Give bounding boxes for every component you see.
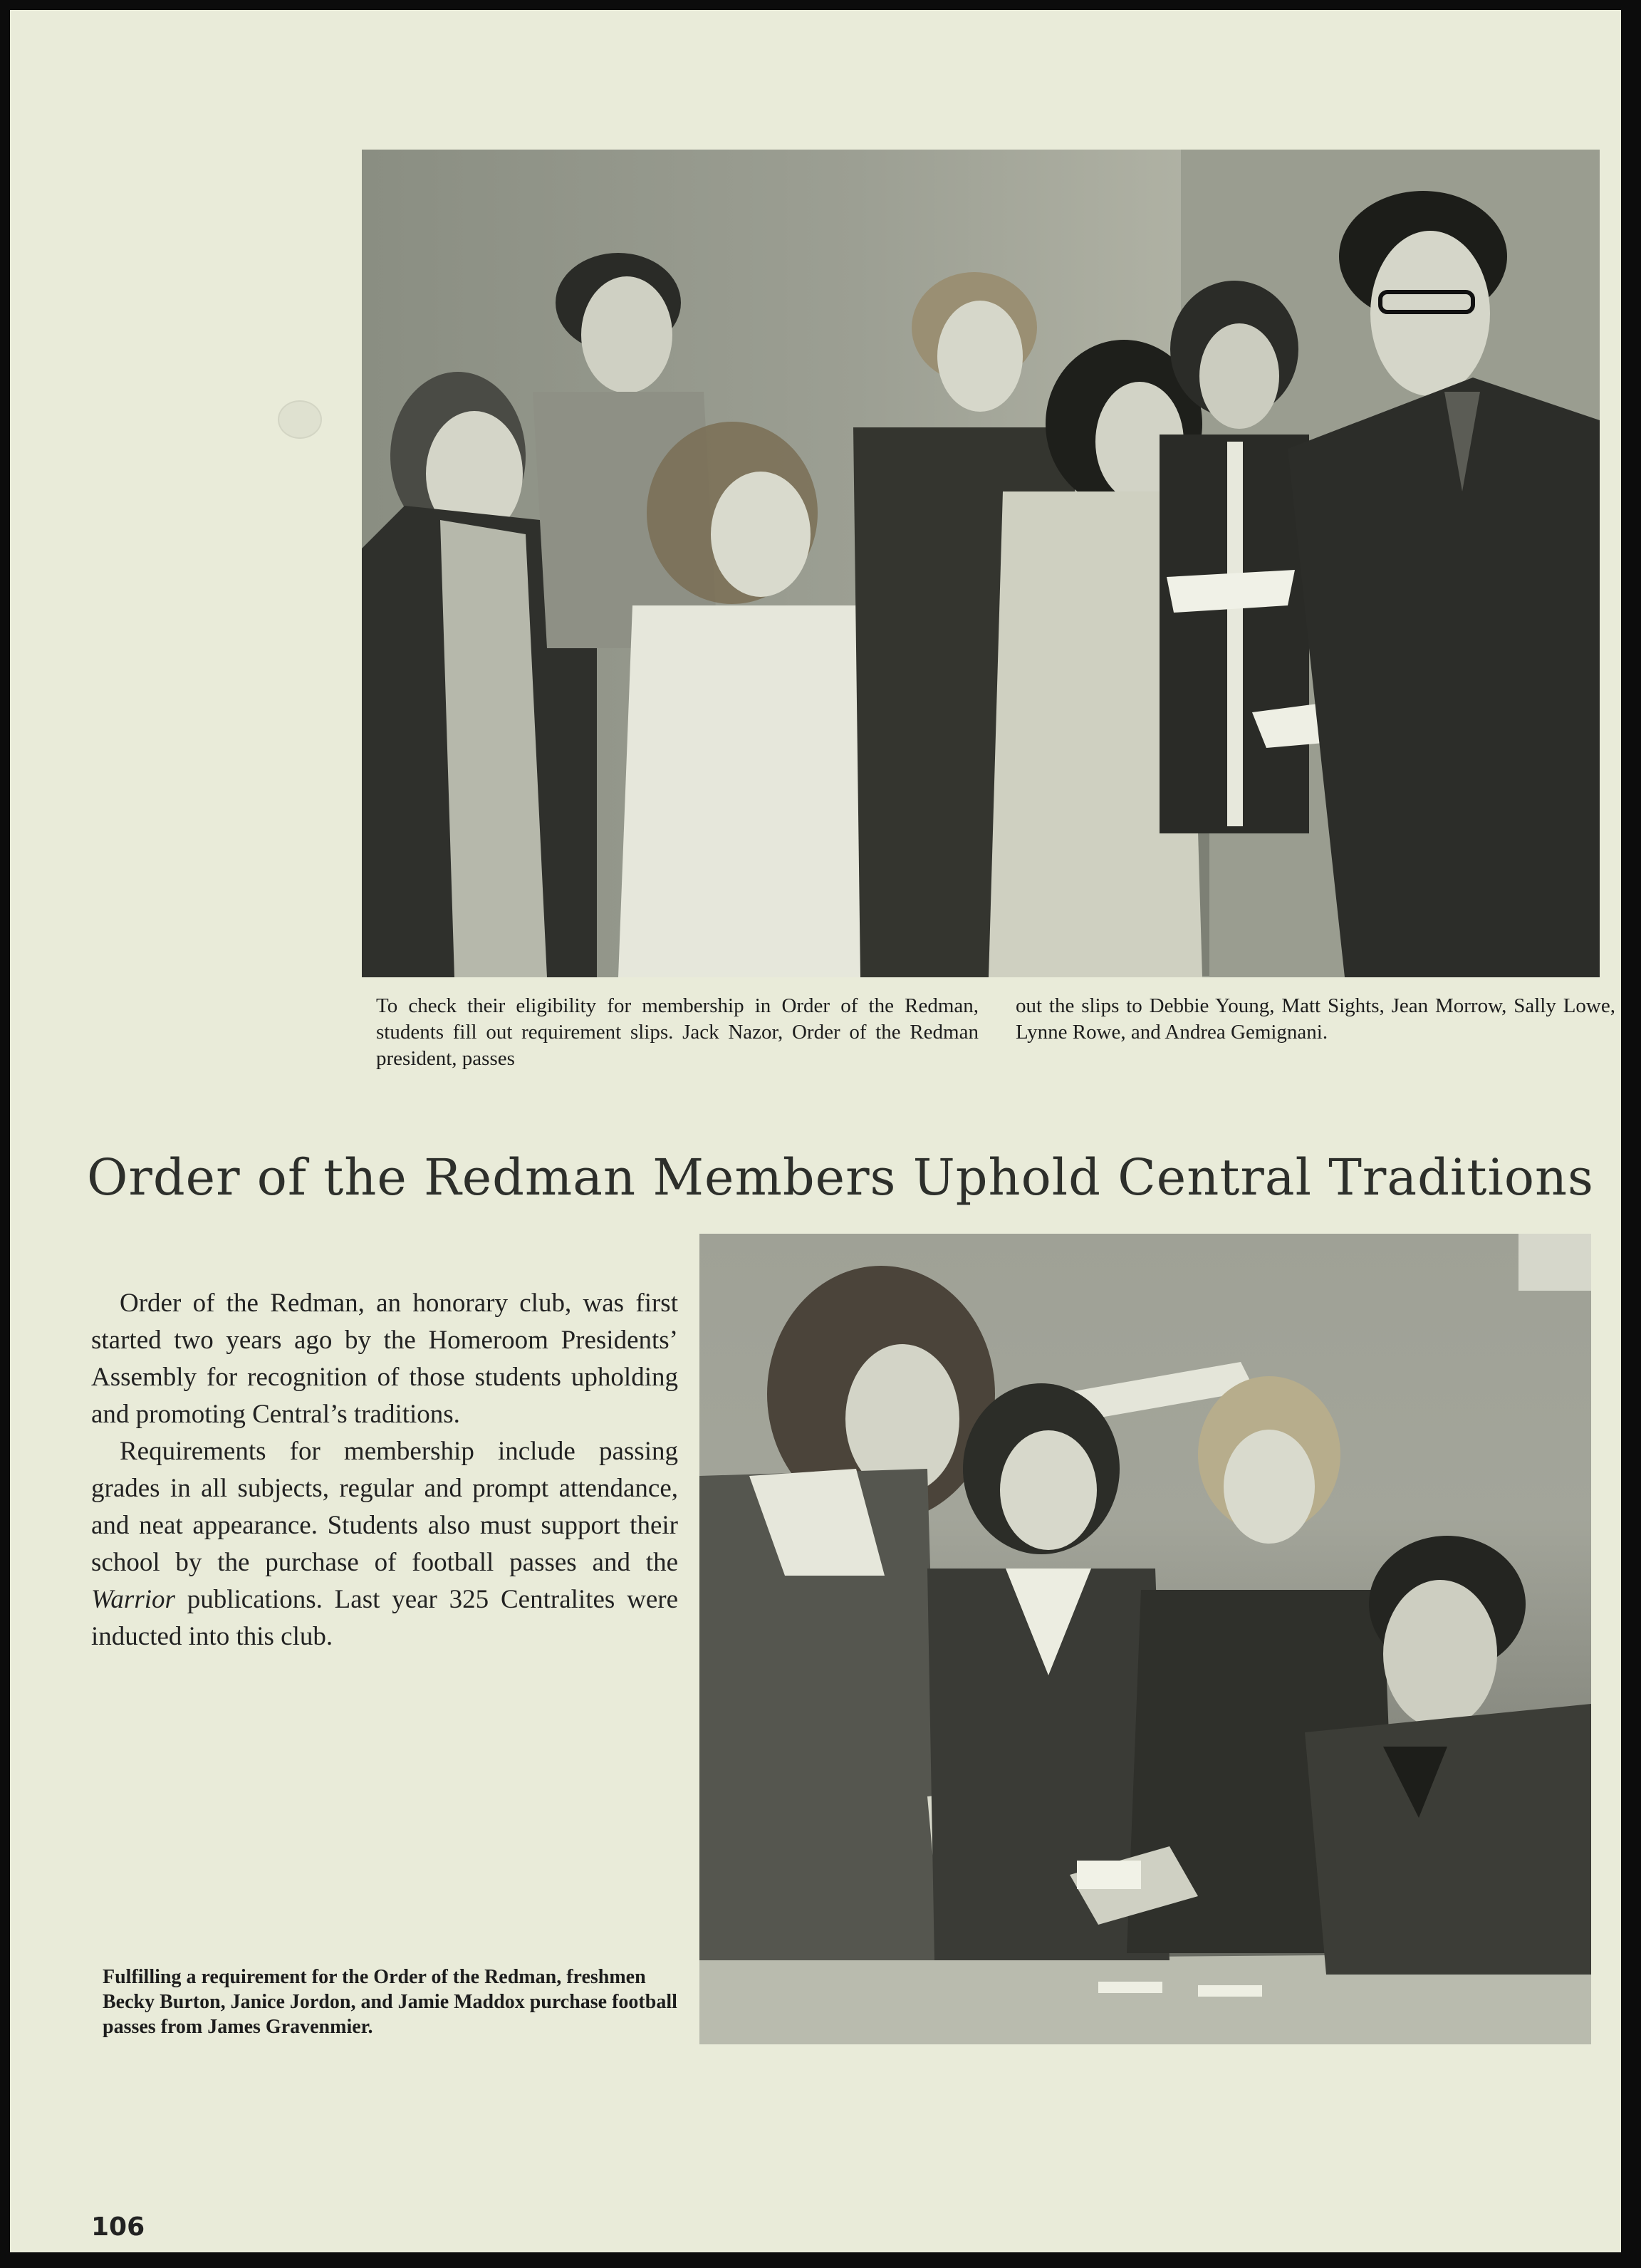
bottom-photo-football-passes [699,1234,1591,2044]
bottom-photo-caption: Fulfilling a requirement for the Order of the Redman, freshmen Becky Burton, Janice Jordon, and Jamie Maddox purchase football passes from James Gravenmier. [103,1966,677,2038]
page-number: 106 [91,2212,145,2242]
article-paragraph-1: Order of the Redman, an honorary club, was first started two years ago by the Homeroom Presidents’ Assembly for recognition of those students upholding and promoting Central’s traditions. [91,1289,678,1429]
top-photo-illustration [362,150,1600,977]
top-photo-students-filling-slips [362,150,1600,977]
page-headline: Order of the Redman Members Uphold Central Traditions [87,1148,1594,1207]
article-paragraph-2-start: Requirements for membership include passing grades in all subjects, regular and prompt attendance, and neat appearance. Students also must support their school by the purchase of football passes and the [91,1437,678,1577]
top-photo-caption-right: out the slips to Debbie Young, Matt Sights, Jean Morrow, Sally Lowe, Lynne Rowe, and Andrea Gemignani. [1016,994,1615,1044]
top-photo-caption-left: To check their eligibility for membership in Order of the Redman, students fill out requirement slips. Jack Nazor, Order of the Redman president, passes [376,994,979,1070]
bottom-photo-illustration [699,1234,1591,2044]
yearbook-page [10,10,1621,2252]
article-body [91,1285,678,1655]
paper-blemish [278,400,322,439]
warrior-publication-title: Warrior [91,1585,175,1614]
article-paragraph-2-end: publications. Last year 325 Centralites were inducted into this club. [91,1585,678,1651]
article-paragraph-2 [91,1433,678,1655]
